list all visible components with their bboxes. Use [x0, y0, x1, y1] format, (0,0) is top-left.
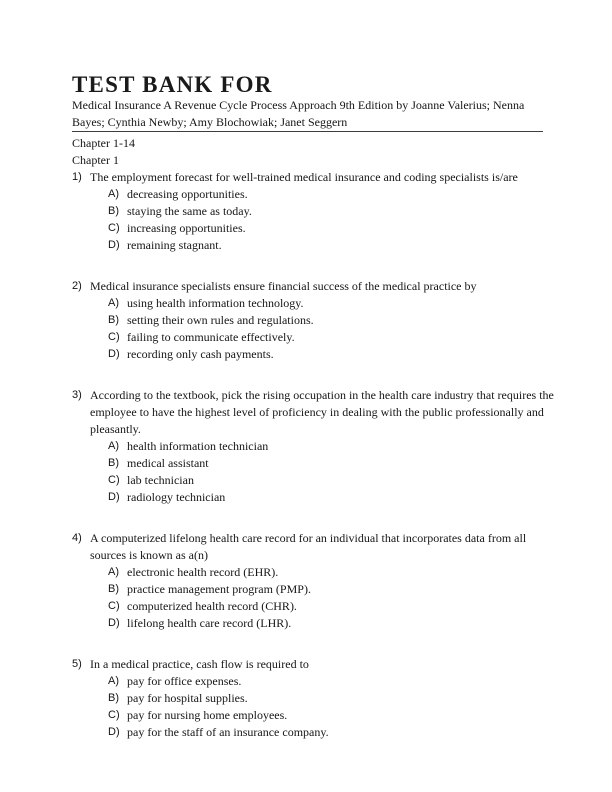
- answer-option: [108, 438, 562, 455]
- question-stem-row: [72, 530, 562, 564]
- option-text: electronic health record (EHR).: [127, 565, 279, 579]
- document-title: TEST BANK FOR: [72, 72, 273, 97]
- answer-option: [108, 220, 562, 237]
- option-text: pay for nursing home employees.: [127, 708, 288, 722]
- question-stem: A computerized lifelong health care record for an individual that incorporates data from all sources is known as a(n): [90, 531, 527, 562]
- question-stem-row: [72, 656, 562, 673]
- option-text: practice management program (PMP).: [127, 582, 311, 596]
- option-text: setting their own rules and regulations.: [127, 313, 314, 327]
- chapter-label: Chapter 1: [72, 153, 119, 167]
- option-text: decreasing opportunities.: [127, 187, 248, 201]
- question-list: [72, 169, 562, 741]
- answer-option: [108, 346, 562, 363]
- answer-option: [108, 295, 562, 312]
- option-letter: D): [108, 617, 120, 629]
- question-block-3: [72, 387, 562, 506]
- answer-option: [108, 673, 562, 690]
- option-letter: D): [108, 239, 120, 251]
- question-stem: According to the textbook, pick the rising occupation in the health care industry that requires the employee to have the highest level of proficiency in dealing with the public professionally and pleasantly.: [90, 388, 554, 436]
- option-letter: D): [108, 726, 120, 738]
- answer-option: [108, 455, 562, 472]
- option-text: radiology technician: [127, 490, 226, 504]
- question-block-5: [72, 656, 562, 741]
- option-text: medical assistant: [127, 456, 209, 470]
- question-stem: The employment forecast for well-trained medical insurance and coding specialists is/are: [90, 170, 518, 184]
- option-letter: A): [108, 440, 119, 452]
- answer-option: [108, 329, 562, 346]
- option-text: computerized health record (CHR).: [127, 599, 297, 613]
- option-text: remaining stagnant.: [127, 238, 222, 252]
- answer-option: [108, 690, 562, 707]
- answer-option: [108, 598, 562, 615]
- answer-option: [108, 581, 562, 598]
- option-letter: C): [108, 709, 120, 721]
- answer-option: [108, 707, 562, 724]
- option-text: staying the same as today.: [127, 204, 252, 218]
- option-letter: B): [108, 583, 119, 595]
- question-block-1: [72, 169, 562, 254]
- option-letter: C): [108, 222, 120, 234]
- option-letter: B): [108, 205, 119, 217]
- option-letter: A): [108, 566, 119, 578]
- option-letter: C): [108, 331, 120, 343]
- option-text: pay for the staff of an insurance company.: [127, 725, 329, 739]
- option-letter: A): [108, 188, 119, 200]
- option-text: health information technician: [127, 439, 269, 453]
- option-letter: B): [108, 692, 119, 704]
- header-divider: [72, 131, 543, 132]
- option-letter: B): [108, 314, 119, 326]
- question-stem-row: [72, 278, 562, 295]
- option-text: lab technician: [127, 473, 194, 487]
- chapter-range-label: Chapter 1-14: [72, 136, 135, 150]
- option-text: pay for hospital supplies.: [127, 691, 248, 705]
- option-text: lifelong health care record (LHR).: [127, 616, 292, 630]
- question-stem-row: [72, 387, 562, 438]
- option-letter: A): [108, 297, 119, 309]
- book-description: Medical Insurance A Revenue Cycle Process Approach 9th Edition by Joanne Valerius; Nenna Bayes; Cynthia Newby; Amy Blochowiak; Janet Seggern: [72, 98, 525, 129]
- question-stem: In a medical practice, cash flow is required to: [90, 657, 309, 671]
- question-block-2: [72, 278, 562, 363]
- option-text: failing to communicate effectively.: [127, 330, 295, 344]
- option-text: increasing opportunities.: [127, 221, 246, 235]
- option-letter: D): [108, 491, 120, 503]
- option-letter: A): [108, 675, 119, 687]
- answer-option: [108, 564, 562, 581]
- answer-option: [108, 203, 562, 220]
- question-stem-row: [72, 169, 562, 186]
- option-text: recording only cash payments.: [127, 347, 274, 361]
- question-block-4: [72, 530, 562, 632]
- option-text: using health information technology.: [127, 296, 304, 310]
- question-number: 1): [72, 171, 82, 183]
- question-number: 5): [72, 658, 82, 670]
- question-number: 3): [72, 389, 82, 401]
- option-letter: D): [108, 348, 120, 360]
- question-number: 4): [72, 532, 82, 544]
- answer-option: [108, 615, 562, 632]
- answer-option: [108, 472, 562, 489]
- option-text: pay for office expenses.: [127, 674, 242, 688]
- option-letter: B): [108, 457, 119, 469]
- option-letter: C): [108, 600, 120, 612]
- answer-option: [108, 312, 562, 329]
- question-number: 2): [72, 280, 82, 292]
- answer-option: [108, 186, 562, 203]
- option-letter: C): [108, 474, 120, 486]
- answer-option: [108, 237, 562, 254]
- question-stem: Medical insurance specialists ensure financial success of the medical practice by: [90, 279, 477, 293]
- answer-option: [108, 489, 562, 506]
- answer-option: [108, 724, 562, 741]
